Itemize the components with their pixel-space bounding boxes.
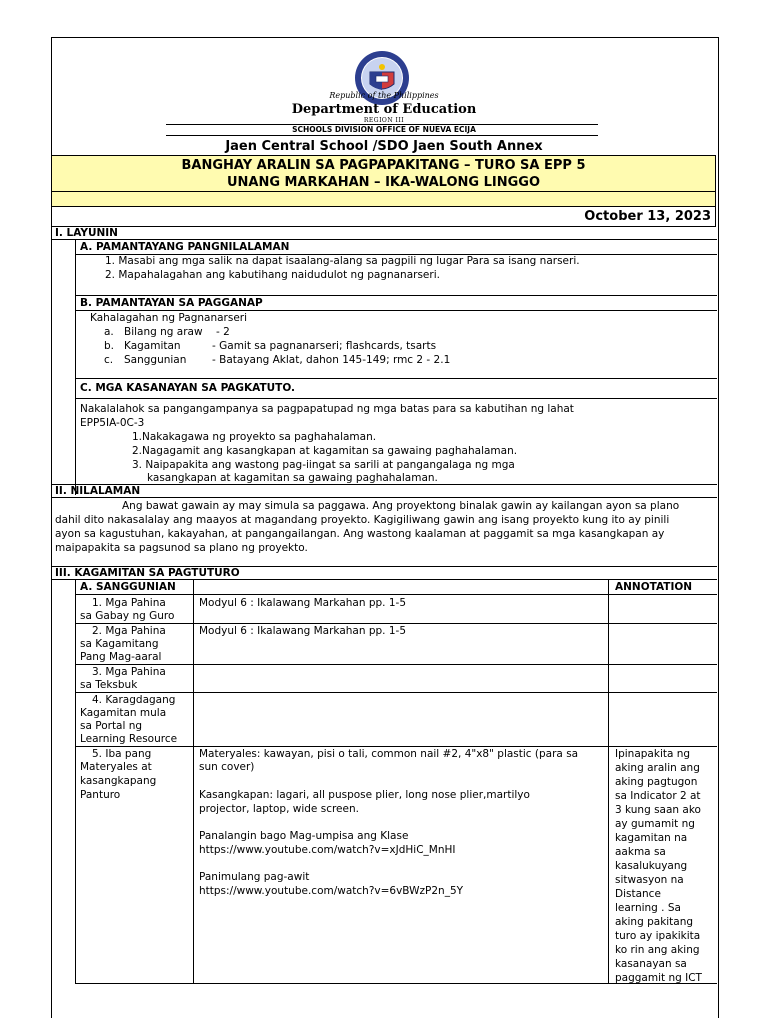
- list-item: 1.Nakakagawa ng proyekto sa paghahalaman.: [132, 431, 377, 443]
- annotation-line: learning . Sa: [615, 902, 681, 914]
- kasanayan-heading: C. MGA KASANAYAN SA PAGKATUTO.: [80, 382, 296, 394]
- kagamitan-heading: III. KAGAMITAN SA PAGTUTURO: [55, 567, 240, 579]
- row-content: Modyul 6 : Ikalawang Markahan pp. 1-5: [199, 625, 407, 637]
- annotation-line: aking pagtugon: [615, 776, 698, 788]
- annotation-line: aking aralin ang: [615, 762, 700, 774]
- annotation-line: turo ay ipakikita: [615, 930, 701, 942]
- annotation-line: paggamit ng ICT: [615, 972, 702, 984]
- sanggunian-heading: A. SANGGUNIAN: [80, 581, 176, 593]
- region-label: REGION III: [363, 117, 405, 124]
- annotation-line: aking pakitang: [615, 916, 694, 928]
- banner-spacer: [51, 192, 716, 207]
- annotation-line: aakma sa: [615, 846, 666, 858]
- annotation-heading: ANNOTATION: [615, 581, 693, 593]
- divider: [166, 135, 598, 136]
- list-item-value: - Batayang Aklat, dahon 145-149; rmc 2 - 2.1: [212, 354, 451, 366]
- row-label: 5. Iba pang: [92, 748, 152, 760]
- list-item: 2.Nagagamit ang kasangkapan at kagamitan sa gawaing paghahalaman.: [132, 445, 518, 457]
- pamantayan-sa-pagganap-heading: B. PAMANTAYAN SA PAGGANAP: [80, 297, 263, 309]
- row-label: Pang Mag-aaral: [80, 651, 162, 663]
- nilalaman-heading: II. NILALAMAN: [55, 485, 141, 497]
- youtube-link[interactable]: https://www.youtube.com/watch?v=6vBWzP2n_5Y: [199, 885, 464, 897]
- nilalaman-line: ayon sa kagustuhan, kakayahan, at pangangailangan. Ang wastong kaalaman at paggamit sa mga kasangkapan ay: [55, 528, 665, 540]
- row-label: 4. Karagdagang: [92, 694, 176, 706]
- annotation-line: sa Indicator 2 at: [615, 790, 701, 802]
- list-item-letter: b.: [104, 340, 115, 352]
- b-intro: Kahalagahan ng Pagnanarseri: [90, 312, 248, 324]
- nilalaman-line: Ang bawat gawain ay may simula sa paggawa. Ang proyektong binalak gawin ay kailangan ayon sa plano: [122, 500, 680, 512]
- department-name: Department of Education: [291, 102, 477, 117]
- row-label: Kagamitan mula: [80, 707, 167, 719]
- list-item: 3. Naipapakita ang wastong pag-iingat sa sarili at pangangalaga ng mga: [132, 459, 515, 471]
- plan-title: BANGHAY ARALIN SA PAGPAPAKITANG – TURO SA EPP 5: [181, 158, 586, 173]
- list-item-letter: a.: [104, 326, 114, 338]
- pamantayang-pangnilalaman-heading: A. PAMANTAYANG PANGNILALAMAN: [80, 241, 290, 253]
- row-content: sun cover): [199, 761, 255, 773]
- row-label: sa Gabay ng Guro: [80, 610, 175, 622]
- school-name: Jaen Central School /SDO Jaen South Annex: [225, 139, 543, 154]
- title-banner: [51, 155, 716, 192]
- row-label: sa Kagamitang: [80, 638, 159, 650]
- row-content: Kasangkapan: lagari, all puspose plier, long nose plier,martilyo: [199, 789, 530, 801]
- row-content: Materyales: kawayan, pisi o tali, common nail #2, 4"x8" plastic (para sa: [199, 748, 579, 760]
- row-content: projector, laptop, wide screen.: [199, 803, 359, 815]
- row-label: 2. Mga Pahina: [92, 625, 166, 637]
- row-label: sa Teksbuk: [80, 679, 138, 691]
- lesson-date: October 13, 2023: [51, 207, 716, 227]
- list-item-value: - 2: [216, 326, 230, 338]
- list-item-label: Kagamitan: [124, 340, 181, 352]
- row-content: Modyul 6 : Ikalawang Markahan pp. 1-5: [199, 597, 407, 609]
- annotation-line: Ipinapakita ng: [615, 748, 691, 760]
- row-label: Learning Resource: [80, 733, 178, 745]
- nilalaman-line: maipapakita sa pagsunod sa plano ng proyekto.: [55, 542, 308, 554]
- row-label: 1. Mga Pahina: [92, 597, 166, 609]
- annotation-line: kasanayan sa: [615, 958, 687, 970]
- youtube-link[interactable]: https://www.youtube.com/watch?v=xJdHiC_MnHI: [199, 844, 456, 856]
- row-label: kasangkapang: [80, 775, 157, 787]
- row-content: Panimulang pag-awit: [199, 871, 310, 883]
- row-label: Materyales at: [80, 761, 152, 773]
- republic-line: Republic of the Philippines: [329, 91, 439, 100]
- row-label: sa Portal ng: [80, 720, 143, 732]
- annotation-line: kasalukuyang: [615, 860, 688, 872]
- row-label: 3. Mga Pahina: [92, 666, 166, 678]
- quarter-week: UNANG MARKAHAN – IKA-WALONG LINGGO: [226, 175, 541, 190]
- sdo-label: SCHOOLS DIVISION OFFICE OF NUEVA ECIJA: [292, 125, 476, 134]
- annotation-line: sitwasyon na: [615, 874, 684, 886]
- annotation-line: ay gumamit ng: [615, 818, 695, 830]
- list-item: kasangkapan at kagamitan sa gawaing paghahalaman.: [147, 472, 438, 484]
- annotation-line: ko rin ang aking: [615, 944, 700, 956]
- row-label: Panturo: [80, 789, 121, 801]
- list-item-value: - Gamit sa pagnanarseri; flashcards, tsarts: [212, 340, 437, 352]
- list-item: 1. Masabi ang mga salik na dapat isaalang-alang sa pagpili ng lugar Para sa isang narseri.: [105, 255, 580, 267]
- c-line: Nakalalahok sa pangangampanya sa pagpapatupad ng mga batas para sa kabutihan ng lahat: [80, 403, 574, 415]
- nilalaman-line: dahil dito nakasalalay ang maayos at magandang proyekto. Kagigiliwang gawin ang isang proyekto kung ito ay pinili: [55, 514, 670, 526]
- row-content: Panalangin bago Mag-umpisa ang Klase: [199, 830, 409, 842]
- list-item: 2. Mapahalagahan ang kabutihang naidudulot ng pagnanarseri.: [105, 269, 440, 281]
- list-item-letter: c.: [104, 354, 114, 366]
- list-item-label: Sanggunian: [124, 354, 187, 366]
- annotation-line: Distance: [615, 888, 661, 900]
- annotation-line: 3 kung saan ako: [615, 804, 701, 816]
- list-item-label: Bilang ng araw: [124, 326, 203, 338]
- c-code: EPP5IA-0C-3: [80, 417, 145, 429]
- annotation-line: kagamitan na: [615, 832, 688, 844]
- layunin-heading: I. LAYUNIN: [55, 227, 118, 239]
